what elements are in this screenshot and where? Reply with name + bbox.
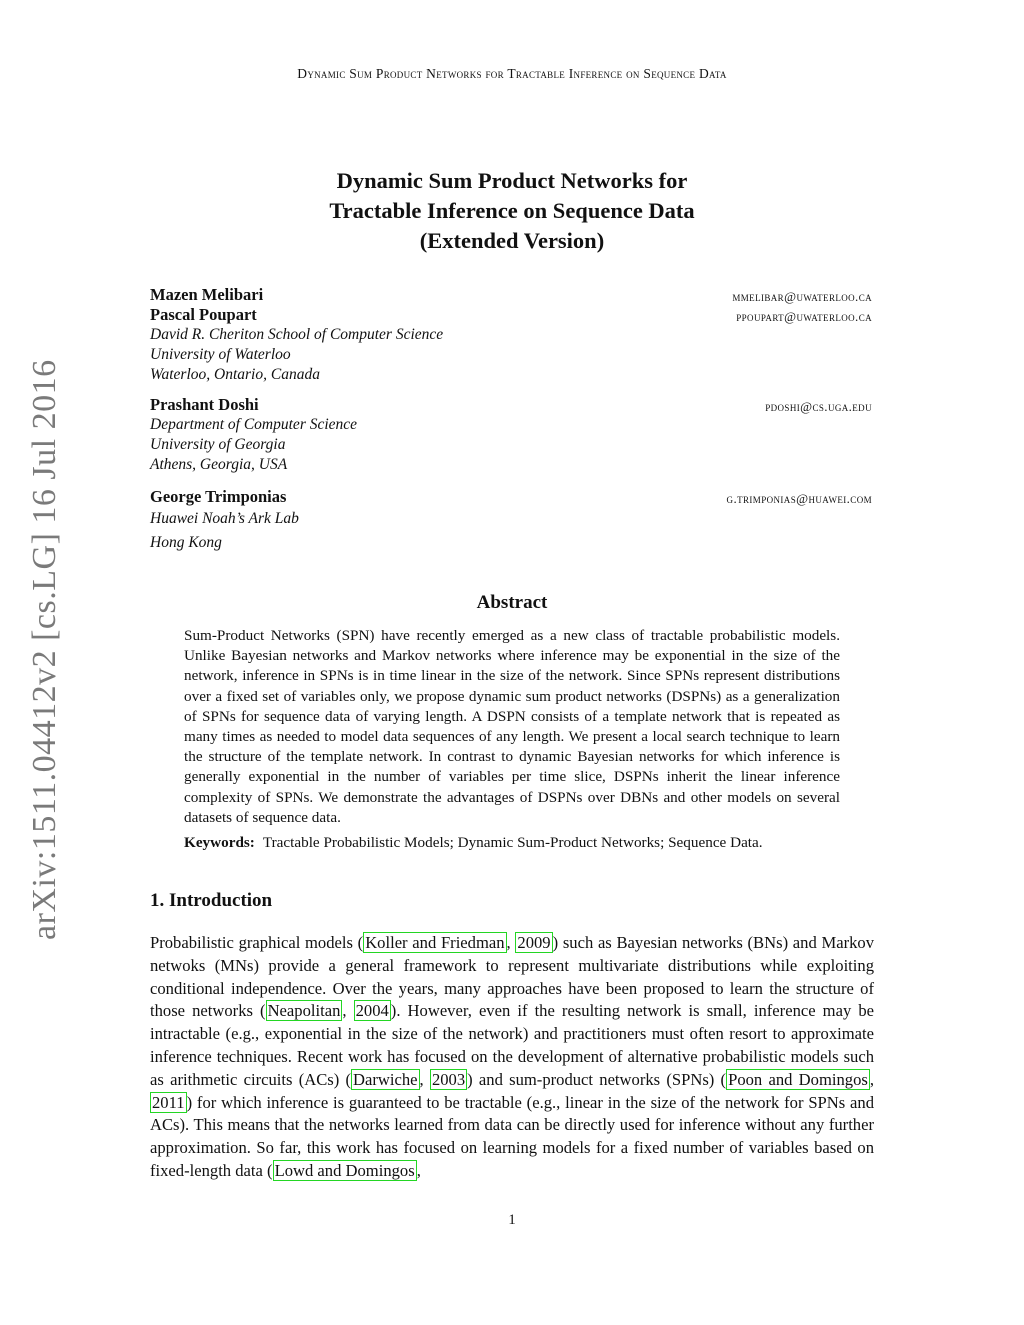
affiliation-line: University of Waterloo [150,346,291,363]
abstract-heading: Abstract [476,592,548,613]
running-header: Dynamic Sum Product Networks for Tractable Inference on Sequence Data [297,66,727,81]
body-text: , [869,1069,874,1089]
body-text: ). However, even if the resulting network is small, inference may be intractable (e.g., exponential in the size of the network) and practitioners must often resort to approximate inference techniques. Recent work has focused on the development of alternative probabilistic models such as arithmetic circuits (ACs) ( [150,1001,874,1089]
affiliation-line: Huawei Noah’s Ark Lab [150,510,299,527]
author-name-doshi: Prashant Doshi [150,395,259,414]
citation-link[interactable]: 2009 [517,933,551,952]
affiliation-line: University of Georgia [150,436,286,453]
affiliation-line: Hong Kong [150,534,222,551]
body-text: ) such as Bayesian networks (BNs) and Markov netwoks (MNs) provide a general framework to represent multivariate distributions while exploiting conditional independence. Over the years, many approaches have been proposed to learn the structure of those networks ( [150,933,874,1021]
affiliation-line: Waterloo, Ontario, Canada [150,366,320,383]
keywords-list: Tractable Probabilistic Models; Dynamic Sum-Product Networks; Sequence Data. [262,834,763,851]
author-email-melibari[interactable]: mmelibar@uwaterloo.ca [732,289,872,304]
keywords [184,834,840,852]
citation-link[interactable]: 2011 [152,1092,185,1112]
citation-link[interactable]: 2004 [355,1001,389,1021]
introduction-paragraph [150,932,874,1183]
keywords-label: Keywords: [184,834,255,851]
author-name-poupart: Pascal Poupart [150,305,257,324]
paper-title [0,166,1024,256]
title-line-1: Dynamic Sum Product Networks for [336,168,688,193]
section-heading-introduction: 1. Introduction [150,890,273,911]
body-text: ) and sum-product networks (SPNs) ( [467,1069,727,1089]
affiliation-line: David R. Cheriton School of Computer Science [150,326,444,343]
citation-link[interactable]: Poon and Domingos [728,1069,868,1089]
title-line-3: (Extended Version) [419,228,605,253]
citation-link[interactable]: Darwiche [353,1069,418,1089]
author-email-doshi[interactable]: pdoshi@cs.uga.edu [765,399,872,414]
affiliation-line: Athens, Georgia, USA [150,456,288,473]
citation-link[interactable]: Neapolitan [267,1001,341,1021]
body-text: , [419,1069,430,1089]
author-name-melibari: Mazen Melibari [150,285,264,304]
body-text: , [416,1160,421,1180]
body-text: ) for which inference is guaranteed to be tractable (e.g., linear in the size of the network for SPNs and ACs). This means that the networks learned from data can be directly used for inference without any further approximation. So far, this work has focused on learning models for a fixed number of variables based on fixed-length data ( [150,1092,874,1180]
citation-link[interactable]: Koller and Friedman [365,933,505,952]
body-text: , [506,933,516,952]
author-name-trimponias: George Trimponias [150,487,287,506]
author-email-poupart[interactable]: ppoupart@uwaterloo.ca [736,309,872,324]
affiliation-line: Department of Computer Science [150,416,358,433]
author-email-trimponias[interactable]: g.trimponias@huawei.com [726,491,872,506]
arxiv-identifier-stamp: arXiv:1511.04412v2 [cs.LG] 16 Jul 2016 [26,359,63,940]
body-text: Probabilistic graphical models ( [150,933,364,952]
page-number: 1 [508,1212,516,1228]
abstract-text: Sum-Product Networks (SPN) have recently emerged as a new class of tractable probabilistic models. Unlike Bayesian networks and Markov networks where inference may be exponential in the size of the network, inference in SPNs is in time linear in the size of the network. Since SPNs represent distributions over a fixed set of variables only, we propose dynamic sum product networks (DSPNs) as a generalization of SPNs for sequence data of varying length. A DSPN consists of a template network that is repeated as many times as needed to model data sequences of any length. We present a local search technique to learn the structure of the template network. In contrast to dynamic Bayesian networks for which inference is generally exponential in the number of variables per time slice, DSPNs inherit the linear inference complexity of SPNs. We demonstrate the advantages of DSPNs over DBNs and other models on several datasets of sequence data. [184,627,840,826]
citation-link[interactable]: 2003 [431,1069,466,1089]
title-line-2: Tractable Inference on Sequence Data [329,198,695,223]
body-text: , [342,1001,354,1021]
citation-link[interactable]: Lowd and Domingos [274,1160,415,1180]
